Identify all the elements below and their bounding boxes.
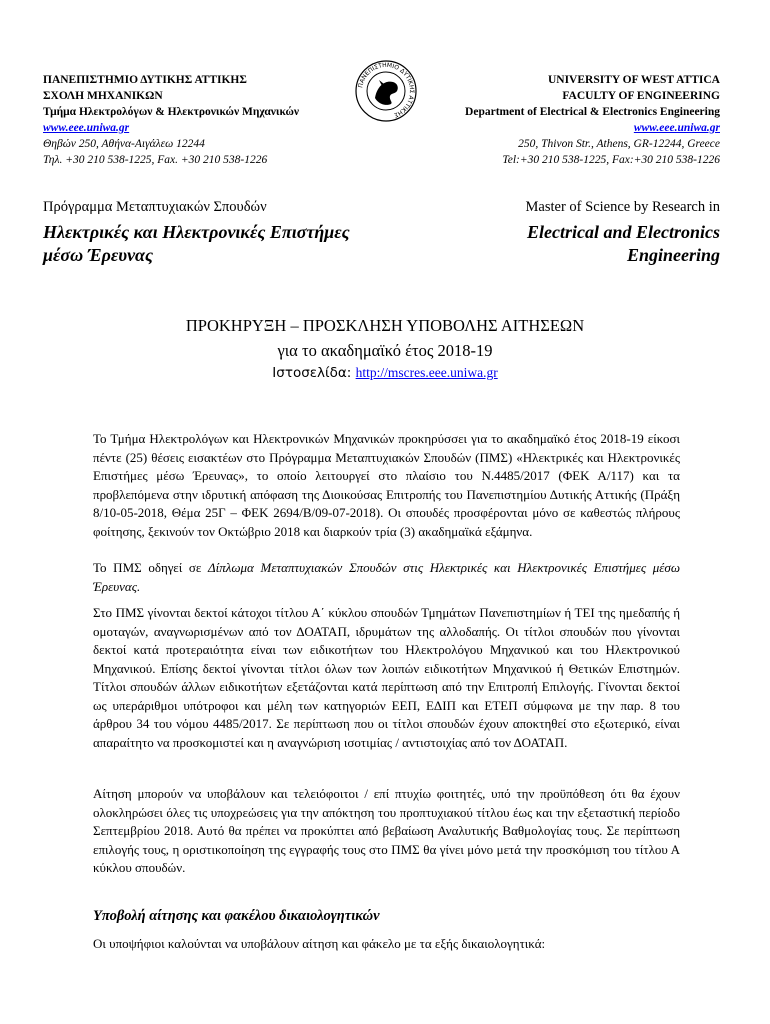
university-name-gr: ΠΑΝΕΠΙΣΤΗΜΙΟ ΔΥΤΙΚΗΣ ΑΤΤΙΚΗΣ [43,74,247,86]
announcement-subtitle: για το ακαδημαϊκό έτος 2018-19 [277,341,493,360]
logo-ring-text: ΠΑΝΕΠΙΣΤΗΜΙΟ ΔΥΤΙΚΗΣ ΑΤΤΙΚΗΣ [357,61,416,119]
program-label-en: Master of Science by Research in [525,199,720,215]
paragraph-submission: Οι υποψήφιοι καλούνται να υποβάλουν αίτηση και φάκελο με τα εξής δικαιολογητικά: [93,936,546,951]
program-name-en-line1: Electrical and Electronics [527,222,720,242]
program-left [43,199,403,267]
paragraph-intro: Το Τμήμα Ηλεκτρολόγων και Ηλεκτρονικών Μηχανικών προκηρύσσει για το ακαδημαϊκό έτος 2018-19 είκοσι πέντε (25) θέσεις εισακτέων στο Πρόγραμμα Μεταπτυχιακών Σπουδών (ΠΜΣ) «Ηλεκτρικές και Ηλεκτρονικές Επιστήμες μέσω Έρευνας», το οποίο λειτουργεί στο πλαίσιο του Ν.4485/2017 (ΦΕΚ Α/117) και τα προβλεπόμενα στην ιδρυτική απόφαση της Διοικούσας Επιτροπής του Πανεπιστημίου Δυτικής Αττικής (Πράξη 8/10-05-2018, Θέμα 25Γ – ΦΕΚ 2694/Β/09-07-2018). Οι σπουδές προσφέρονται μόνο σε καθεστώς πλήρους φοίτησης, ξεκινούν τον Οκτώβριο 2018 και διαρκούν τρία (3) ακαδημαϊκά εξάμηνα. [93,431,680,539]
header-left [43,72,363,168]
faculty-name-gr: ΣΧΟΛΗ ΜΗΧΑΝΙΚΩΝ [43,90,163,102]
announcement-title: ΠΡΟΚΗΡΥΞΗ – ΠΡΟΣΚΛΗΣΗ ΥΠΟΒΟΛΗΣ ΑΙΤΗΣΕΩΝ [185,316,585,335]
university-name-en: UNIVERSITY OF WEST ATTICA [547,74,720,86]
faculty-name-en: FACULTY OF ENGINEERING [562,90,720,102]
paragraph-degree-emphasis: Δίπλωμα Μεταπτυχιακών Σπουδών στις Ηλεκτρικές και Ηλεκτρονικές Επιστήμες μέσω Έρευνας. [93,560,680,594]
program-label-gr: Πρόγραμμα Μεταπτυχιακών Σπουδών [43,199,267,215]
address-en: 250, Thivon Str., Athens, GR-12244, Greece [518,138,720,150]
program-right [400,199,720,267]
department-name-en: Department of Electrical & Electronics Engineering [465,106,720,118]
paragraph-degree [93,559,680,596]
program-name-en-line2: Engineering [626,245,720,265]
header-right [400,72,720,168]
program-website-link[interactable]: http://mscres.eee.uniwa.gr [355,365,498,380]
department-name-gr: Τμήμα Ηλεκτρολόγων & Ηλεκτρονικών Μηχανικών [43,106,300,118]
program-name-gr-line2: μέσω Έρευνας [43,245,154,265]
phone-gr: Τηλ. +30 210 538-1225, Fax. +30 210 538-1226 [43,154,268,166]
website-link-left[interactable]: www.eee.uniwa.gr [43,122,130,134]
website-line [0,365,770,381]
paragraph-eligibility: Στο ΠΜΣ γίνονται δεκτοί κάτοχοι τίτλου Α΄ κύκλου σπουδών Τμημάτων Πανεπιστημίων ή ΤΕΙ της ημεδαπής ή ομοταγών, αναγνωρισμένων από τον ΔΟΑΤΑΠ, ιδρυμάτων της αλλοδαπής. Οι τίτλοι σπουδών που γίνονται δεκτοί κατά προτεραιότητα είναι των ειδικοτήτων του Ηλεκτρολόγου Μηχανικού και του Ηλεκτρονικού Μηχανικού. Επίσης δεκτοί γίνονται τίτλοι όλων των λοιπών ειδικοτήτων Μηχανικού ή Θετικών Επιστημών. Τίτλοι σπουδών άλλων ειδικοτήτων εξετάζονται κατά περίπτωση από την Επιτροπή Επιλογής. Γίνονται δεκτοί ως υπεράριθμοι υπότροφοι και μέλη των κατηγοριών ΕΕΠ, ΕΔΙΠ και ΕΤΕΠ σύμφωνα με την παρ. 8 του άρθρου 34 του νόμου 4485/2017. Σε περίπτωση που οι τίτλοι σπουδών έχουν αποκτηθεί στο εξωτερικό, είναι απαραίτητο να προσκομιστεί και η αναγνώριση ισοτιμίας / αντιστοιχίας από τον ΔΟΑΤΑΠ. [93,605,680,750]
section-title-submission: Υποβολή αίτησης και φακέλου δικαιολογητικών [93,908,380,924]
website-label: Ιστοσελίδα: [272,365,356,381]
address-gr: Θηβών 250, Αθήνα-Αιγάλεω 12244 [43,138,205,150]
program-name-gr-line1: Ηλεκτρικές και Ηλεκτρονικές Επιστήμες [43,222,350,242]
paragraph-degree-prefix: Το ΠΜΣ οδηγεί σε [93,560,208,575]
paragraph-finalists: Αίτηση μπορούν να υποβάλουν και τελειόφοιτοι / επί πτυχίω φοιτητές, υπό την προϋπόθεση ότι θα έχουν ολοκληρώσει όλες τις υποχρεώσεις για την απόκτηση του προπτυχιακού τίτλου έως και την εξεταστική περίοδο Σεπτεμβρίου 2018. Αυτό θα πρέπει να προκύπτει από βεβαίωση Αναλυτικής Βαθμολογίας τους. Σε περίπτωση επιλογής τους, η οριστικοποίηση της εγγραφής τους στο ΠΜΣ θα γίνει μόνο μετά την προσκόμιση του τίτλου Α κύκλου σπουδών. [93,786,680,875]
phone-en: Tel:+30 210 538-1225, Fax:+30 210 538-1226 [502,154,720,166]
website-link-right[interactable]: www.eee.uniwa.gr [633,122,720,134]
